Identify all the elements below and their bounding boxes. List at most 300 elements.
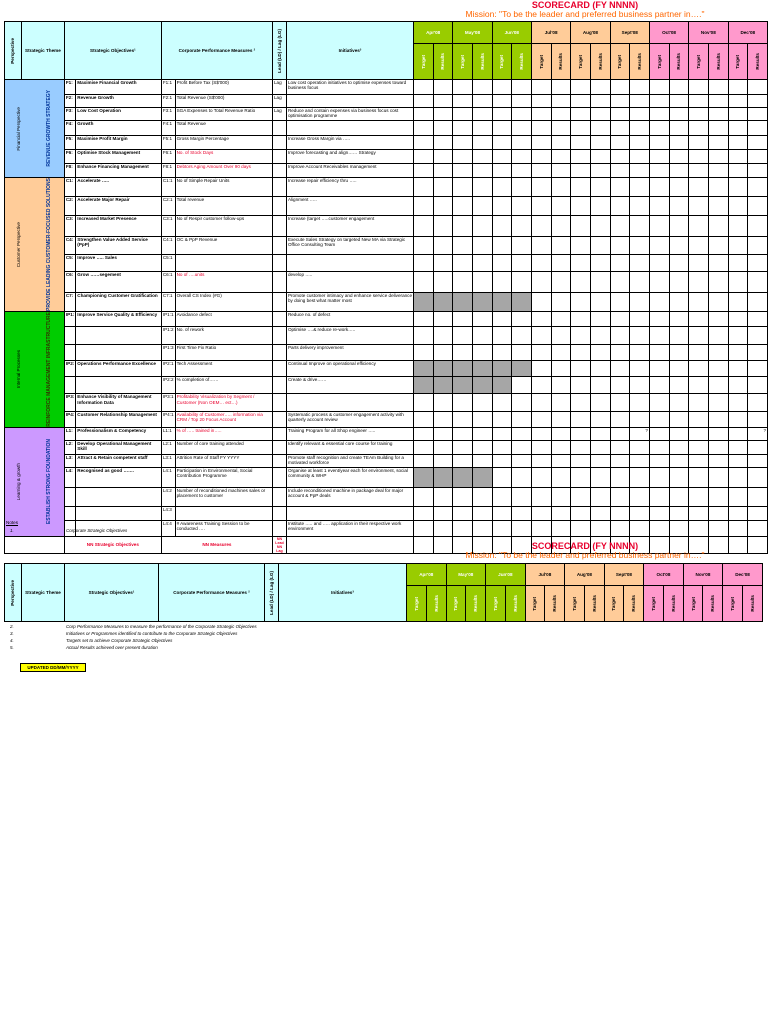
result-cell[interactable] [512, 178, 532, 197]
result-cell[interactable] [433, 427, 453, 440]
result-cell[interactable] [512, 440, 532, 454]
result-cell[interactable] [472, 487, 492, 506]
result-cell[interactable] [669, 411, 689, 427]
target-cell[interactable] [414, 427, 434, 440]
target-cell[interactable] [414, 394, 434, 411]
result-cell[interactable] [669, 136, 689, 150]
target-cell[interactable] [531, 178, 551, 197]
result-cell[interactable] [630, 311, 650, 326]
result-cell[interactable] [512, 377, 532, 394]
target-cell[interactable] [610, 121, 630, 136]
target-cell[interactable] [610, 506, 630, 520]
target-cell[interactable] [531, 150, 551, 164]
target-cell[interactable] [649, 454, 669, 467]
target-cell[interactable] [649, 361, 669, 377]
result-cell[interactable] [708, 506, 728, 520]
result-cell[interactable] [472, 506, 492, 520]
result-cell[interactable] [708, 150, 728, 164]
target-cell[interactable] [728, 178, 748, 197]
result-cell[interactable] [630, 394, 650, 411]
target-cell[interactable] [689, 411, 709, 427]
result-cell[interactable] [708, 326, 728, 344]
result-cell[interactable] [748, 108, 768, 121]
target-cell[interactable] [689, 197, 709, 216]
target-cell[interactable] [531, 361, 551, 377]
result-cell[interactable] [669, 311, 689, 326]
target-cell[interactable] [689, 292, 709, 311]
result-cell[interactable] [433, 136, 453, 150]
target-cell[interactable] [492, 254, 512, 272]
target-cell[interactable] [571, 411, 591, 427]
result-cell[interactable] [748, 377, 768, 394]
result-cell[interactable] [433, 440, 453, 454]
target-cell[interactable] [531, 427, 551, 440]
result-cell[interactable] [551, 216, 571, 237]
result-cell[interactable] [748, 136, 768, 150]
result-cell[interactable] [472, 216, 492, 237]
target-cell[interactable] [571, 326, 591, 344]
target-cell[interactable] [492, 311, 512, 326]
target-cell[interactable] [649, 345, 669, 361]
result-cell[interactable] [669, 80, 689, 95]
result-cell[interactable] [551, 467, 571, 487]
target-cell[interactable] [649, 411, 669, 427]
target-cell[interactable] [531, 345, 551, 361]
target-cell[interactable] [453, 487, 473, 506]
result-cell[interactable] [472, 197, 492, 216]
target-cell[interactable] [728, 467, 748, 487]
target-cell[interactable] [492, 467, 512, 487]
target-cell[interactable] [571, 377, 591, 394]
result-cell[interactable] [512, 272, 532, 293]
target-cell[interactable] [649, 326, 669, 344]
target-cell[interactable] [728, 108, 748, 121]
target-cell[interactable] [649, 377, 669, 394]
result-cell[interactable] [551, 254, 571, 272]
result-cell[interactable] [590, 254, 610, 272]
target-cell[interactable] [492, 150, 512, 164]
target-cell[interactable] [414, 108, 434, 121]
result-cell[interactable] [669, 108, 689, 121]
target-cell[interactable] [610, 178, 630, 197]
target-cell[interactable] [571, 80, 591, 95]
target-cell[interactable] [571, 121, 591, 136]
result-cell[interactable] [472, 272, 492, 293]
target-cell[interactable] [453, 394, 473, 411]
result-cell[interactable] [748, 506, 768, 520]
result-cell[interactable] [708, 164, 728, 178]
result-cell[interactable] [708, 345, 728, 361]
target-cell[interactable] [453, 345, 473, 361]
target-cell[interactable] [531, 136, 551, 150]
result-cell[interactable] [551, 121, 571, 136]
target-cell[interactable] [571, 95, 591, 108]
target-cell[interactable] [453, 178, 473, 197]
result-cell[interactable] [472, 454, 492, 467]
target-cell[interactable] [453, 454, 473, 467]
target-cell[interactable] [610, 216, 630, 237]
target-cell[interactable] [492, 178, 512, 197]
target-cell[interactable] [610, 236, 630, 254]
result-cell[interactable] [590, 121, 610, 136]
target-cell[interactable] [531, 520, 551, 536]
target-cell[interactable] [728, 454, 748, 467]
result-cell[interactable] [590, 454, 610, 467]
result-cell[interactable] [748, 216, 768, 237]
result-cell[interactable]: ? [748, 427, 768, 440]
target-cell[interactable] [689, 440, 709, 454]
target-cell[interactable] [689, 520, 709, 536]
target-cell[interactable] [689, 345, 709, 361]
target-cell[interactable] [649, 95, 669, 108]
target-cell[interactable] [610, 345, 630, 361]
target-cell[interactable] [728, 164, 748, 178]
result-cell[interactable] [433, 216, 453, 237]
target-cell[interactable] [571, 197, 591, 216]
target-cell[interactable] [610, 377, 630, 394]
target-cell[interactable] [610, 411, 630, 427]
result-cell[interactable] [512, 520, 532, 536]
target-cell[interactable] [728, 345, 748, 361]
result-cell[interactable] [472, 520, 492, 536]
result-cell[interactable] [669, 216, 689, 237]
target-cell[interactable] [728, 254, 748, 272]
result-cell[interactable] [669, 197, 689, 216]
result-cell[interactable] [630, 345, 650, 361]
target-cell[interactable] [453, 427, 473, 440]
target-cell[interactable] [414, 254, 434, 272]
result-cell[interactable] [708, 178, 728, 197]
target-cell[interactable] [531, 467, 551, 487]
result-cell[interactable] [630, 164, 650, 178]
result-cell[interactable] [630, 326, 650, 344]
target-cell[interactable] [531, 377, 551, 394]
result-cell[interactable] [551, 311, 571, 326]
result-cell[interactable] [630, 467, 650, 487]
result-cell[interactable] [433, 272, 453, 293]
target-cell[interactable] [728, 440, 748, 454]
result-cell[interactable] [669, 487, 689, 506]
target-cell[interactable] [571, 487, 591, 506]
result-cell[interactable] [748, 150, 768, 164]
target-cell[interactable] [689, 236, 709, 254]
result-cell[interactable] [590, 108, 610, 121]
target-cell[interactable] [531, 292, 551, 311]
target-cell[interactable] [649, 440, 669, 454]
result-cell[interactable] [630, 80, 650, 95]
target-cell[interactable] [649, 216, 669, 237]
result-cell[interactable] [630, 506, 650, 520]
result-cell[interactable] [708, 394, 728, 411]
target-cell[interactable] [649, 506, 669, 520]
result-cell[interactable] [433, 454, 453, 467]
target-cell[interactable] [453, 326, 473, 344]
result-cell[interactable] [748, 121, 768, 136]
result-cell[interactable] [708, 454, 728, 467]
result-cell[interactable] [551, 506, 571, 520]
result-cell[interactable] [590, 236, 610, 254]
target-cell[interactable] [453, 377, 473, 394]
target-cell[interactable] [531, 487, 551, 506]
result-cell[interactable] [669, 520, 689, 536]
target-cell[interactable] [492, 506, 512, 520]
result-cell[interactable] [512, 454, 532, 467]
result-cell[interactable] [748, 272, 768, 293]
target-cell[interactable] [728, 361, 748, 377]
result-cell[interactable] [472, 326, 492, 344]
result-cell[interactable] [551, 80, 571, 95]
result-cell[interactable] [551, 411, 571, 427]
target-cell[interactable] [453, 520, 473, 536]
target-cell[interactable] [571, 394, 591, 411]
target-cell[interactable] [689, 272, 709, 293]
target-cell[interactable] [571, 292, 591, 311]
result-cell[interactable] [472, 311, 492, 326]
result-cell[interactable] [590, 216, 610, 237]
target-cell[interactable] [610, 454, 630, 467]
target-cell[interactable] [689, 361, 709, 377]
result-cell[interactable] [433, 467, 453, 487]
target-cell[interactable] [689, 326, 709, 344]
target-cell[interactable] [414, 361, 434, 377]
target-cell[interactable] [414, 345, 434, 361]
target-cell[interactable] [728, 197, 748, 216]
result-cell[interactable] [512, 427, 532, 440]
target-cell[interactable] [531, 254, 551, 272]
result-cell[interactable] [708, 487, 728, 506]
result-cell[interactable] [708, 520, 728, 536]
target-cell[interactable] [728, 236, 748, 254]
result-cell[interactable] [590, 311, 610, 326]
result-cell[interactable] [433, 236, 453, 254]
result-cell[interactable] [748, 178, 768, 197]
target-cell[interactable] [571, 427, 591, 440]
target-cell[interactable] [492, 427, 512, 440]
target-cell[interactable] [531, 95, 551, 108]
target-cell[interactable] [649, 487, 669, 506]
target-cell[interactable] [414, 440, 434, 454]
result-cell[interactable] [472, 254, 492, 272]
result-cell[interactable] [630, 361, 650, 377]
result-cell[interactable] [669, 121, 689, 136]
result-cell[interactable] [433, 121, 453, 136]
target-cell[interactable] [531, 216, 551, 237]
result-cell[interactable] [551, 440, 571, 454]
result-cell[interactable] [551, 292, 571, 311]
target-cell[interactable] [531, 121, 551, 136]
result-cell[interactable] [551, 150, 571, 164]
result-cell[interactable] [630, 377, 650, 394]
target-cell[interactable] [531, 197, 551, 216]
target-cell[interactable] [531, 311, 551, 326]
target-cell[interactable] [492, 136, 512, 150]
result-cell[interactable] [669, 345, 689, 361]
result-cell[interactable] [512, 506, 532, 520]
target-cell[interactable] [728, 520, 748, 536]
result-cell[interactable] [669, 394, 689, 411]
target-cell[interactable] [453, 467, 473, 487]
target-cell[interactable] [492, 377, 512, 394]
target-cell[interactable] [728, 272, 748, 293]
result-cell[interactable] [433, 292, 453, 311]
target-cell[interactable] [492, 197, 512, 216]
result-cell[interactable] [551, 427, 571, 440]
target-cell[interactable] [414, 236, 434, 254]
target-cell[interactable] [728, 95, 748, 108]
result-cell[interactable] [748, 467, 768, 487]
result-cell[interactable] [708, 440, 728, 454]
result-cell[interactable] [708, 427, 728, 440]
result-cell[interactable] [551, 454, 571, 467]
result-cell[interactable] [669, 506, 689, 520]
target-cell[interactable] [689, 427, 709, 440]
result-cell[interactable] [551, 361, 571, 377]
target-cell[interactable] [453, 411, 473, 427]
target-cell[interactable] [531, 272, 551, 293]
result-cell[interactable] [551, 394, 571, 411]
target-cell[interactable] [531, 326, 551, 344]
target-cell[interactable] [610, 164, 630, 178]
target-cell[interactable] [610, 311, 630, 326]
target-cell[interactable] [492, 108, 512, 121]
target-cell[interactable] [453, 95, 473, 108]
target-cell[interactable] [571, 236, 591, 254]
result-cell[interactable] [630, 136, 650, 150]
target-cell[interactable] [571, 311, 591, 326]
target-cell[interactable] [649, 197, 669, 216]
result-cell[interactable] [472, 178, 492, 197]
result-cell[interactable] [590, 272, 610, 293]
target-cell[interactable] [531, 236, 551, 254]
target-cell[interactable] [571, 361, 591, 377]
result-cell[interactable] [630, 411, 650, 427]
result-cell[interactable] [433, 311, 453, 326]
target-cell[interactable] [531, 506, 551, 520]
target-cell[interactable] [689, 95, 709, 108]
result-cell[interactable] [669, 361, 689, 377]
result-cell[interactable] [748, 197, 768, 216]
target-cell[interactable] [610, 95, 630, 108]
result-cell[interactable] [512, 236, 532, 254]
result-cell[interactable] [472, 440, 492, 454]
result-cell[interactable] [748, 254, 768, 272]
target-cell[interactable] [531, 411, 551, 427]
result-cell[interactable] [708, 121, 728, 136]
result-cell[interactable] [590, 411, 610, 427]
target-cell[interactable] [453, 121, 473, 136]
target-cell[interactable] [689, 454, 709, 467]
target-cell[interactable] [492, 411, 512, 427]
target-cell[interactable] [571, 108, 591, 121]
target-cell[interactable] [492, 95, 512, 108]
result-cell[interactable] [512, 216, 532, 237]
target-cell[interactable] [728, 216, 748, 237]
result-cell[interactable] [590, 178, 610, 197]
result-cell[interactable] [433, 520, 453, 536]
result-cell[interactable] [512, 311, 532, 326]
result-cell[interactable] [433, 150, 453, 164]
target-cell[interactable] [728, 377, 748, 394]
result-cell[interactable] [669, 427, 689, 440]
result-cell[interactable] [551, 272, 571, 293]
result-cell[interactable] [472, 121, 492, 136]
result-cell[interactable] [748, 394, 768, 411]
target-cell[interactable] [689, 311, 709, 326]
target-cell[interactable] [689, 178, 709, 197]
target-cell[interactable] [531, 394, 551, 411]
result-cell[interactable] [512, 108, 532, 121]
target-cell[interactable] [571, 506, 591, 520]
result-cell[interactable] [512, 164, 532, 178]
result-cell[interactable] [512, 197, 532, 216]
target-cell[interactable] [649, 272, 669, 293]
target-cell[interactable] [610, 394, 630, 411]
target-cell[interactable] [453, 254, 473, 272]
target-cell[interactable] [453, 164, 473, 178]
result-cell[interactable] [669, 178, 689, 197]
result-cell[interactable] [708, 236, 728, 254]
result-cell[interactable] [590, 326, 610, 344]
target-cell[interactable] [492, 361, 512, 377]
target-cell[interactable] [689, 377, 709, 394]
result-cell[interactable] [472, 136, 492, 150]
result-cell[interactable] [630, 108, 650, 121]
result-cell[interactable] [748, 95, 768, 108]
result-cell[interactable] [708, 136, 728, 150]
target-cell[interactable] [414, 377, 434, 394]
target-cell[interactable] [453, 197, 473, 216]
result-cell[interactable] [669, 292, 689, 311]
result-cell[interactable] [433, 326, 453, 344]
target-cell[interactable] [453, 311, 473, 326]
result-cell[interactable] [512, 345, 532, 361]
target-cell[interactable] [571, 272, 591, 293]
target-cell[interactable] [689, 394, 709, 411]
target-cell[interactable] [728, 487, 748, 506]
result-cell[interactable] [748, 80, 768, 95]
target-cell[interactable] [649, 311, 669, 326]
result-cell[interactable] [472, 292, 492, 311]
target-cell[interactable] [571, 454, 591, 467]
target-cell[interactable] [492, 326, 512, 344]
result-cell[interactable] [433, 108, 453, 121]
target-cell[interactable] [414, 95, 434, 108]
target-cell[interactable] [492, 394, 512, 411]
target-cell[interactable] [414, 326, 434, 344]
target-cell[interactable] [414, 272, 434, 293]
result-cell[interactable] [433, 80, 453, 95]
target-cell[interactable] [414, 487, 434, 506]
target-cell[interactable] [571, 440, 591, 454]
result-cell[interactable] [512, 467, 532, 487]
result-cell[interactable] [708, 361, 728, 377]
result-cell[interactable] [708, 216, 728, 237]
result-cell[interactable] [630, 272, 650, 293]
target-cell[interactable] [571, 520, 591, 536]
target-cell[interactable] [453, 216, 473, 237]
result-cell[interactable] [512, 292, 532, 311]
target-cell[interactable] [453, 361, 473, 377]
target-cell[interactable] [649, 121, 669, 136]
result-cell[interactable] [630, 520, 650, 536]
target-cell[interactable] [414, 520, 434, 536]
target-cell[interactable] [689, 136, 709, 150]
target-cell[interactable] [492, 80, 512, 95]
target-cell[interactable] [571, 345, 591, 361]
target-cell[interactable] [728, 121, 748, 136]
result-cell[interactable] [669, 95, 689, 108]
result-cell[interactable] [551, 136, 571, 150]
